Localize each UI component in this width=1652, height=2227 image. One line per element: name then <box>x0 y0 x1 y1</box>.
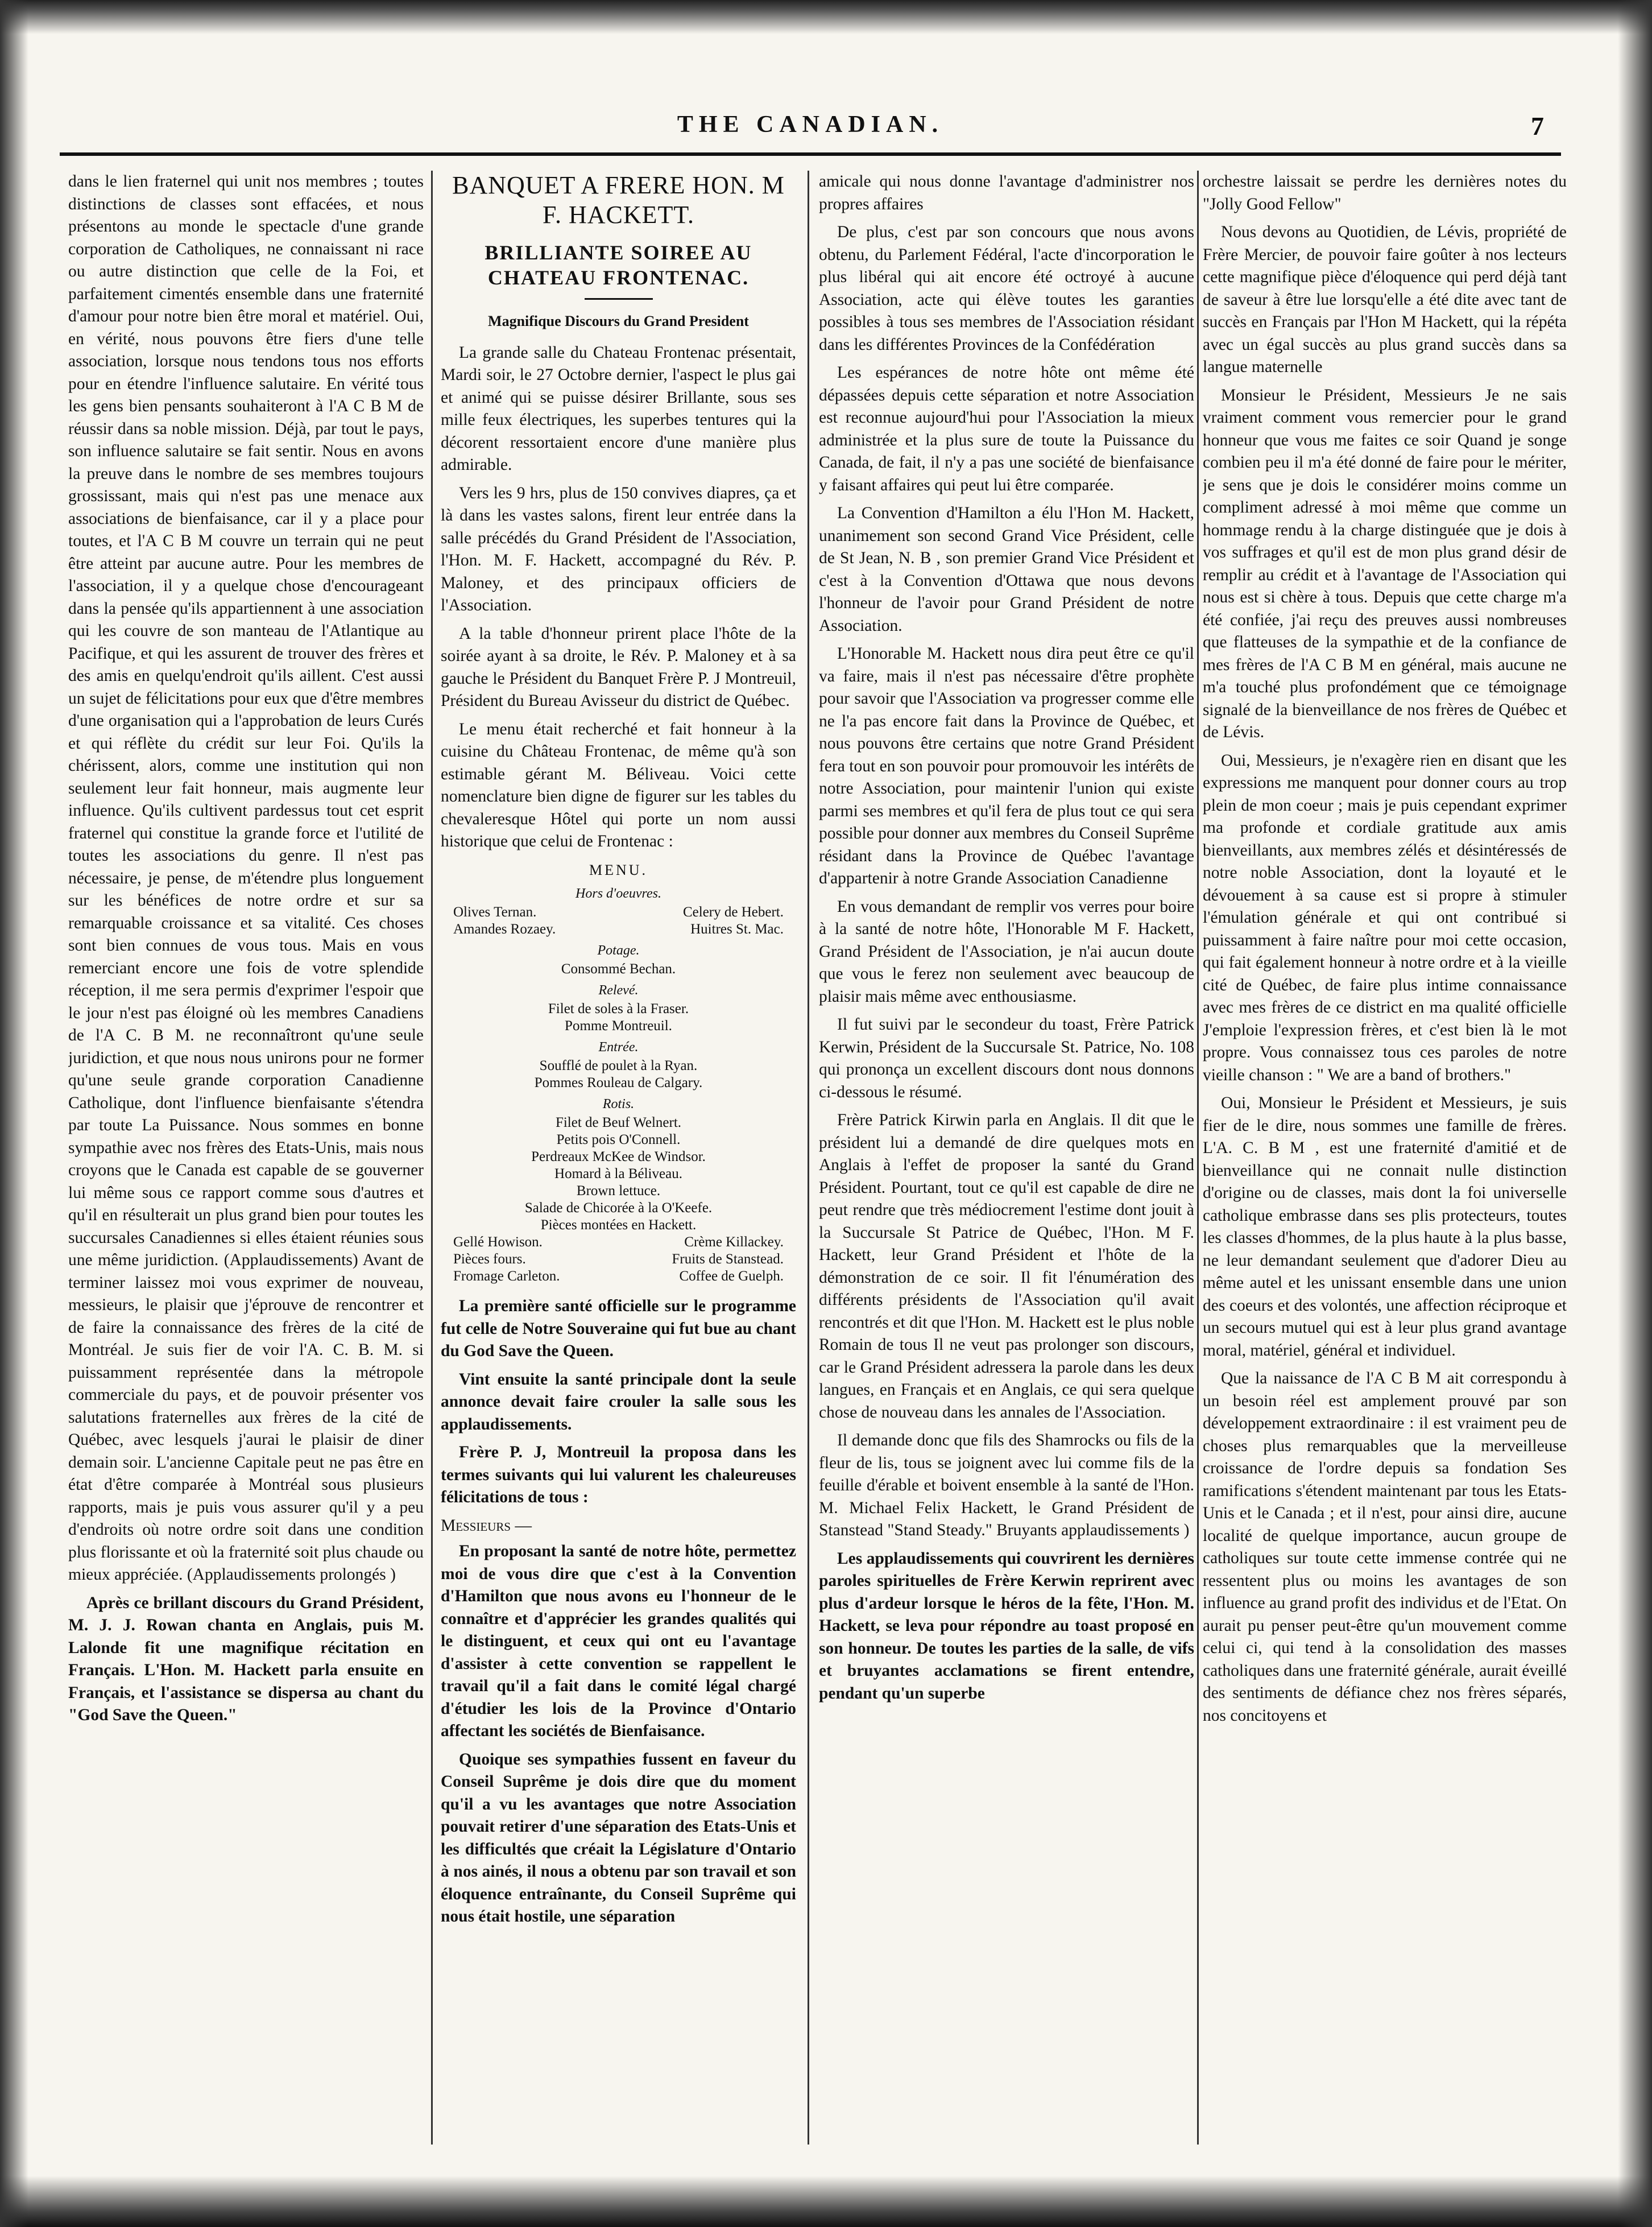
menu-item: Fromage Carleton. <box>453 1269 560 1284</box>
paragraph: Quoique ses sympathies fussent en faveur du Conseil Suprême je dois dire que du moment qu'il a vu les avantages que notre Association pouvait retirer d'une séparation des Etats-Unis et les difficultés que créait la Législature d'Ontario à nos ainés, il nous a obtenu par son travail et son éloquence entraînante, du Conseil Suprême qui nous était hostile, une séparation <box>441 1750 796 1926</box>
paragraph: Oui, Messieurs, je n'exagère rien en disant que les expressions me manquent pour donner cours au trop plein de mon coeur ; mais je puis cependant exprimer ma profonde et cordiale gratitude aux amis bienveillants, aux membres zélés et désintéressés de notre noble Association, dont la loyauté et le dévouement à sa cause est si propre à stimuler l'émulation générale et qui ont contribué si puissamment à faire naître pour moi cette occasion, qui fait également honneur à notre ordre et à la vieille cité de Québec, de faire plus intime connaissance avec mes frères de ce district en ma qualité officielle J'emploie l'expression frères, et c'est bien là le mot propre. Vous connaissez tous ces paroles de notre vieille chanson : " We are a band of brothers." <box>1203 751 1567 1084</box>
paragraph: En vous demandant de remplir vos verres pour boire à la santé de notre hôte, l'Honorable M F. Hackett, Grand Président de l'Association, je n'ai aucun doute que vous le ferez non seulement avec beaucoup de plaisir mais même avec enthousiasme. <box>819 897 1194 1006</box>
paragraph: La première santé officielle sur le programme fut celle de Notre Souveraine qui fut bue au chant du God Save the Queen. <box>441 1297 796 1360</box>
menu-row <box>441 921 796 938</box>
paragraph: La grande salle du Chateau Frontenac présentait, Mardi soir, le 27 Octobre dernier, l'aspect le plus gai et animé qui se puisse désirer Brillante, sous ses mille feux électriques, les superbes tentures qui la décorent ressortaient encore d'une manière plus admirable. <box>441 343 796 474</box>
article-banner: BANQUET A FRERE HON. M F. HACKETT. <box>452 171 785 229</box>
menu-item: Huitres St. Mac. <box>690 922 784 937</box>
menu <box>441 859 796 1286</box>
page-number: 7 <box>1531 111 1544 141</box>
menu-item: Consommé Bechan. <box>561 961 676 977</box>
menu-row <box>441 1234 796 1251</box>
menu-item: Homard à la Béliveau. <box>554 1166 682 1181</box>
paragraph: amicale qui nous donne l'avantage d'administrer nos propres affaires <box>819 172 1194 213</box>
menu-row <box>441 904 796 921</box>
menu-item: Filet de Beuf Welnert. <box>555 1115 682 1130</box>
paragraph: Monsieur le Président, Messieurs Je ne sais vraiment comment vous remercier pour le grand honneur que vous me faites ce soir Quand je songe combien peu il m'a été donné de faire pour le mériter, je sens que je dois le considérer moins comme un compliment adressé à moi même que comme un hommage rendu à la charge distinguée que je dois à vos suffrages et qu'il est de mon plus grand désir de remplir au crédit et à l'avantage de l'Association qui nous est si chère à tous. Depuis que cette charge m'a été confiée, j'ai reçu des preuves aussi nombreuses que flatteuses de la sympathie et de la confiance de mes frères de l'A C B M en général, mais aucune ne m'a touché plus profondément que ce témoignage signalé de la bienveillance de nos frères de Québec et de Lévis. <box>1203 386 1567 741</box>
menu-item: Filet de soles à la Fraser. <box>548 1001 689 1017</box>
scan-edge-bottom <box>0 2176 1652 2227</box>
menu-item: Salade de Chicorée à la O'Keefe. <box>524 1200 713 1216</box>
column-1 <box>68 171 424 2150</box>
paragraph: La Convention d'Hamilton a élu l'Hon M. Hackett, unanimement son second Grand Vice Président, celle de St Jean, N. B , son premier Grand Vice Président et c'est à la Convention d'Ottawa que nous devons l'honneur de l'avoir pour Grand Président de notre Association. <box>819 504 1194 635</box>
menu-section-heading: Relevé. <box>598 983 639 998</box>
menu-section-heading: Rotis. <box>602 1097 635 1112</box>
menu-item: Pomme Montreuil. <box>565 1018 672 1034</box>
column-divider <box>808 171 809 2145</box>
menu-item: Celery de Hebert. <box>682 904 784 920</box>
column-divider <box>1197 171 1199 2145</box>
menu-item: Soufflé de poulet à la Ryan. <box>539 1058 698 1073</box>
paragraph: En proposant la santé de notre hôte, permettez moi de vous dire que c'est à la Convention d'Hamilton que nous avons eu l'honneur de le connaître et d'apprécier les grandes qualités qui le distinguent, et ceux qui ont eu l'avantage d'assister à cette convention se rappellent le travail qu'il a fait dans le comité légal chargé d'étudier les lois de la Province d'Ontario affectant les sociétés de Bienfaisance. <box>441 1542 796 1740</box>
scan-edge-top <box>0 0 1652 34</box>
menu-item: Crème Killackey. <box>684 1234 784 1250</box>
salutation: Messieurs — <box>441 1516 532 1535</box>
paragraph: Il demande donc que fils des Shamrocks ou fils de la fleur de lis, tous se joignent avec lui comme fils de la feuille d'érable et boivent ensemble à la santé de l'Hon. M. Michael Felix Hackett, le Grand Président de Stanstead "Stand Steady." Bruyants applaudissements ) <box>819 1431 1194 1539</box>
paragraph: Frère Patrick Kirwin parla en Anglais. Il dit que le président lui a demandé de dire quelques mots en Anglais à l'effet de proposer la santé du Grand Président. Pourtant, tout ce qu'il est capable de dire ne peut rendre que très médiocrement l'estime dont jouit à la Succursale St Patrice de Québec, l'Hon. M F. Hackett, leur Grand Président et l'hôte de la démonstration de ce soir. Il fit l'énumération des différents présidents de l'Association qu'il avait rencontrés et dit que l'Hon. M. Hackett est le plus noble Romain de tous Il ne veut pas prolonger son discours, car le Grand Président adressera la parole dans les deux langues, en Français et en Anglais, ce qui sera quelque chose de nouveau dans les annales de l'Association. <box>819 1111 1194 1422</box>
column-4 <box>1203 171 1567 2150</box>
menu-item: Amandes Rozaey. <box>453 922 556 937</box>
menu-section-heading: Potage. <box>597 943 640 958</box>
paragraph: Vint ensuite la santé principale dont la seule annonce devait faire crouler la salle sous les applaudissements. <box>441 1370 796 1433</box>
paragraph: dans le lien fraternel qui unit nos membres ; toutes distinctions de classes sont effacées, et nous présentons au monde le spectacle d'une grande corporation de Catholiques, ne connaissant ni race ou autre distinction que celle de la Foi, et parfaitement cimentés ensemble dans une fraternité d'amour pour notre bien être moral et matériel. Oui, en vérité, nous pouvons être fiers d'une telle association, lorsque nous tendons tous nos efforts pour en étendre l'influence salutaire. En vérité tous les gens bien pensants souhaiteront à l'A C B M de réussir dans sa noble mission. Déjà, par tout le pays, son influence salutaire se fait sentir. Nous en avons la preuve dans le nombre de ses membres toujours grossissant, mais qui n'est pas une menace aux associations de bienfaisance, car il y a place pour toutes, et l'A C B M couvre un terrain qui ne peut être atteint par aucune autre. Pour les membres de l'association, il y a quelque chose d'encourageant dans la pensée qu'ils appartiennent à une association qui les couvre de son manteau de l'Atlantique au Pacifique, et qui les assurent de trouver des frères et des amis en quelqu'endroit qu'ils aillent. C'est aussi un sujet de félicitations pour eux que d'être membres d'une organisation qui a l'approbation de leurs Curés et qui réflète du crédit sur leur Foi. Qu'ils la chérissent, alors, comme une institution qui non seulement leur fait honneur, mais augmente leur influence. Qu'ils cultivent pardessus tout cet esprit fraternel qui constitue la grande force et l'utilité de toutes les associations du genre. Il n'est pas nécessaire, je pense, de m'étendre plus longuement sur les bénéfices de notre ordre et sur sa remarquable croissance et sa vitalité. Ces choses sont bien connues de vous tous. Mais en vous remerciant encore une fois de votre splendide réception, il me sera permis d'exprimer l'espoir que le jour n'est pas éloigné où les membres Canadiens de l'A C. B M. ne reconnaîtront qu'une seule juridiction, et que nous nous unirons pour ne former qu'une seule grande corporation Canadienne Catholique, dont l'influence bienfaisante s'étendra par toute La Puissance. Nous sommes en bonne sympathie avec nos frères des Etats-Unis, mais nous croyons que le Canada est capable de se gouverner lui même sous ce rapport comme sous d'autres et qu'il en résulterait un plus grand bien pour toutes les succursales Canadiennes si elles étaient réunies sous une même juridiction. (Applaudissements) Avant de terminer laissez moi vous exprimer de nouveau, messieurs, le plaisir que j'éprouve de rencontrer et de faire la connaissance des frères de la cité de Montréal. Je suis fier de voir l'A. C. B. M. si puissamment représentée dans la métropole commerciale du pays, et de pouvoir présenter vos salutations fraternelles aux frères de la cité de Québec, avec lesquels j'aurai le plaisir de diner demain soir. L'ancienne Capitale peut ne pas être en état d'être comparée à Montréal sous plusieurs rapports, mais je puis vous assurer qu'il y a peu d'endroits où notre ordre soit dans une condition plus florissante et où la fraternité soit plus chaude ou mieux appréciée. (Applaudissements prolongés ) <box>68 172 424 1584</box>
paragraph: Frère P. J, Montreuil la proposa dans les termes suivants qui lui valurent les chaleureuses félicitations de tous : <box>441 1443 796 1506</box>
header-rule <box>60 152 1561 156</box>
menu-item: Fruits de Stanstead. <box>672 1251 784 1267</box>
paragraph: Les applaudissements qui couvrirent les dernières paroles spirituelles de Frère Kerwin reprirent avec plus d'ardeur lorsque le héros de la fête, l'Hon. M. Hackett, se leva pour répondre au toast proposé en son honneur. De toutes les parties de la salle, de vifs et bruyantes acclamations se firent entendre, pendant qu'un superbe <box>819 1549 1194 1703</box>
paragraph: De plus, c'est par son concours que nous avons obtenu, du Parlement Fédéral, l'acte d'incorporation le plus libéral qui ait encore été octroyé à aucune Association, acte qui élève toutes les garanties possibles à tous ses membres de l'Association résidant dans les différentes Provinces de la Confédération <box>819 223 1194 354</box>
menu-row <box>441 1268 796 1285</box>
paragraph: Après ce brillant discours du Grand Président, M. J. J. Rowan chanta en Anglais, puis M. Lalonde fit une magnifique récitation en Français. L'Hon. M. Hackett parla ensuite en Français, et l'assistance se dispersa au chant du "God Save the Queen." <box>68 1593 424 1724</box>
paragraph: Vers les 9 hrs, plus de 150 convives diapres, ça et là dans les vastes salons, firent leur entrée dans la salle précédés du Grand Président de l'Association, l'Hon. M. F. Hackett, accompagné du Rév. P. Maloney, et des principaux officiers de l'Association. <box>441 484 796 614</box>
menu-item: Coffee de Guelph. <box>679 1269 784 1284</box>
column-2 <box>441 171 796 2150</box>
paragraph: Oui, Monsieur le Président et Messieurs, je suis fier de le dire, nous sommes une famille de frères. L'A. C. B M , est une fraternité d'amitié et de bienveillance qui ne connait nulle distinction d'origine ou de classes, mais dont la foi universelle catholique embrasse dans ses plis protecteurs, toutes les classes d'hommes, de la plus haute à la plus basse, ne leur demandant seulement que d'adorer Dieu au même autel et les unissant ensemble dans une union des coeurs et des volontés, une affection réciproque et un secours mutuel qui est à leur plus grand avantage moral, matériel, général et individuel. <box>1203 1094 1567 1360</box>
paragraph: Nous devons au Quotidien, de Lévis, propriété de Frère Mercier, de pouvoir faire goûter à nos lecteurs cette magnifique pièce d'éloquence qui perd déjà tant de saveur à être lue lorsqu'elle a été dite avec tant de succès en Français par l'Hon M Hackett, qui la répéta avec un égal succès au plus grand succès dans sa langue maternelle <box>1203 223 1567 376</box>
menu-section-heading: Entrée. <box>598 1040 639 1055</box>
running-title: THE CANADIAN. <box>677 111 944 138</box>
menu-item: Olives Ternan. <box>453 904 537 920</box>
article-subhead: BRILLIANTE SOIREE AU CHATEAU FRONTENAC. <box>485 241 752 289</box>
menu-item: Pièces montées en Hackett. <box>540 1217 697 1233</box>
column-divider <box>431 171 433 2145</box>
paragraph: Il fut suivi par le secondeur du toast, Frère Patrick Kerwin, Président de la Succursale St. Patrice, No. 108 qui prononça un excellent discours dont nous donnons ci-dessous le résumé. <box>819 1015 1194 1101</box>
article-kicker: Magnifique Discours du Grand President <box>488 313 749 329</box>
paragraph: Les espérances de notre hôte ont même été dépassées depuis cette séparation et notre Association est reconnue aujourd'hui pour l'Association la mieux administrée et la plus sure de toute la Puissance du Canada, de fait, il n'y a pas une société de bienfaisance y faisant affaires qui peut lui être comparée. <box>819 363 1194 494</box>
menu-item: Pommes Rouleau de Calgary. <box>534 1075 703 1090</box>
paragraph: Que la naissance de l'A C B M ait correspondu à un besoin réel est amplement prouvé par son développement extraordinaire : il est vraiment peu de choses plus remarquables que la merveilleuse croissance de l'ordre depuis sa fondation Ses ramifications s'étendent maintenant par tous les Etats-Unis et le Canada ; et il n'est, pour ainsi dire, aucune localité de quelque importance, aucun groupe de catholiques sur toute cette immense contrée qui ne ressentent plus ou moins les avantages de son influence au grand profit des individus et de l'Etat. On aurait pu penser peut-être qu'un mouvement comme celui ci, qui tend à la consolidation des masses catholiques dans une fraternité générale, aurait éveillé des sentiments de défiance chez nos frères séparés, nos concitoyens et <box>1203 1369 1567 1725</box>
scan-edge-left <box>0 0 28 2227</box>
menu-item: Brown lettuce. <box>576 1183 661 1199</box>
column-3 <box>819 171 1194 2150</box>
menu-row <box>441 1251 796 1268</box>
menu-section-heading: Hors d'oeuvres. <box>575 886 661 901</box>
menu-item: Perdreaux McKee de Windsor. <box>531 1149 706 1164</box>
menu-title: MENU. <box>589 861 648 878</box>
page-header <box>60 111 1561 151</box>
menu-item: Gellé Howison. <box>453 1234 543 1250</box>
divider <box>585 298 653 300</box>
menu-item: Petits pois O'Connell. <box>556 1132 681 1147</box>
paragraph: Le menu était recherché et fait honneur à la cuisine du Château Frontenac, de même qu'à son estimable gérant M. Béliveau. Voici cette nomenclature bien digne de figurer sur les tables du chevaleresque Hôtel qui porte un nom aussi historique que celui de Frontenac : <box>441 720 796 850</box>
paragraph: L'Honorable M. Hackett nous dira peut être ce qu'il va faire, mais il n'est pas nécessaire d'être prophète pour savoir que l'Association va progresser comme elle ne l'a pas encore fait dans la Province de Québec, et nous pouvons être certains que notre Grand Président fera tout en son pouvoir pour promouvoir les intérêts de notre Association, pour maintenir l'union qui existe parmi ses membres et qu'il fera de plus tout ce qui sera possible pour donner aux membres du Conseil Suprême résidant dans la Province de Québec l'avantage d'appartenir à notre Grande Association Canadienne <box>819 644 1194 887</box>
menu-item: Pièces fours. <box>453 1251 526 1267</box>
scan-edge-right <box>1618 0 1652 2227</box>
paragraph: A la table d'honneur prirent place l'hôte de la soirée ayant à sa droite, le Rév. P. Maloney et à sa gauche le Président du Banquet Frère P. J Montreuil, Président du Bureau Avisseur du district de Québec. <box>441 624 796 710</box>
paragraph: orchestre laissait se perdre les dernières notes du "Jolly Good Fellow" <box>1203 172 1567 213</box>
